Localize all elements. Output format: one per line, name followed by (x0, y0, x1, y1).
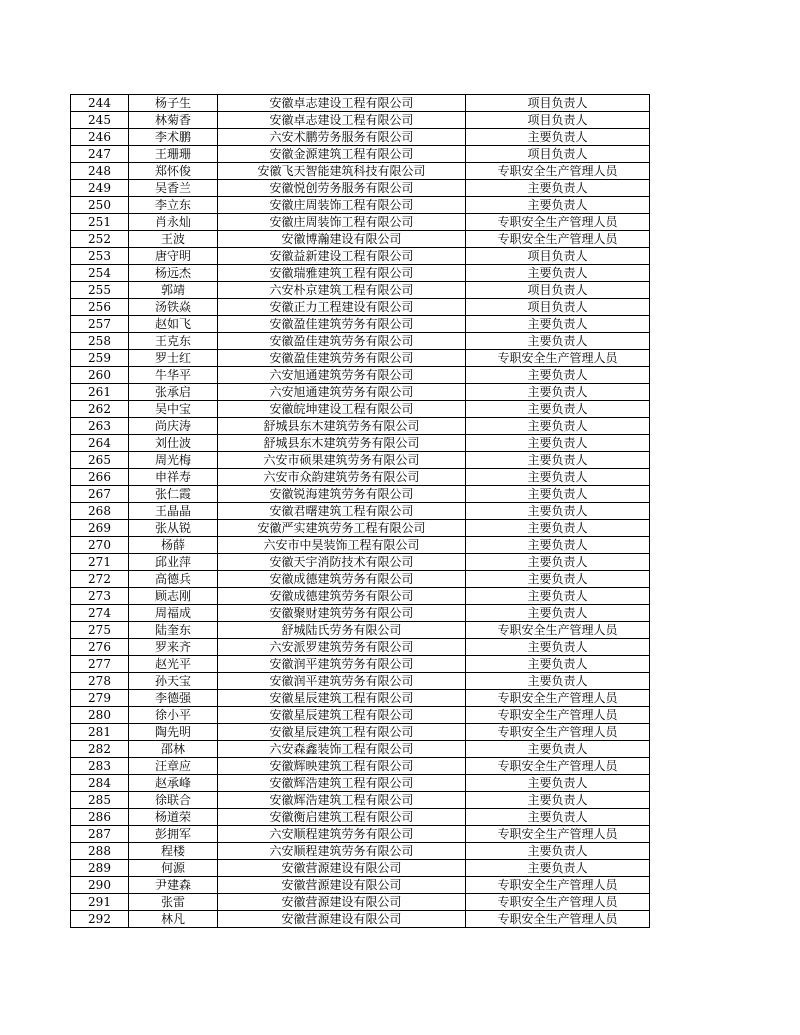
person-name: 郑怀俊 (129, 163, 218, 180)
row-number: 254 (71, 265, 129, 282)
company-name: 六安森鑫装饰工程有限公司 (218, 741, 466, 758)
row-number: 269 (71, 520, 129, 537)
row-number: 291 (71, 894, 129, 911)
row-number: 246 (71, 129, 129, 146)
person-name: 张承启 (129, 384, 218, 401)
table-row (71, 401, 650, 418)
row-number: 259 (71, 350, 129, 367)
table-row (71, 299, 650, 316)
company-name: 安徽皖坤建设工程有限公司 (218, 401, 466, 418)
table-row (71, 231, 650, 248)
table-body (71, 95, 650, 928)
personnel-table (70, 94, 650, 928)
company-name: 安徽博瀚建设有限公司 (218, 231, 466, 248)
role-title: 专职安全生产管理人员 (466, 911, 650, 928)
company-name: 六安市硕果建筑劳务有限公司 (218, 452, 466, 469)
company-name: 安徽悦创劳务服务有限公司 (218, 180, 466, 197)
role-title: 主要负责人 (466, 486, 650, 503)
company-name: 安徽庄周装饰工程有限公司 (218, 214, 466, 231)
row-number: 258 (71, 333, 129, 350)
company-name: 安徽辉浩建筑工程有限公司 (218, 792, 466, 809)
row-number: 284 (71, 775, 129, 792)
role-title: 主要负责人 (466, 537, 650, 554)
row-number: 273 (71, 588, 129, 605)
role-title: 主要负责人 (466, 656, 650, 673)
role-title: 主要负责人 (466, 316, 650, 333)
role-title: 主要负责人 (466, 469, 650, 486)
role-title: 专职安全生产管理人员 (466, 690, 650, 707)
person-name: 赵承峰 (129, 775, 218, 792)
company-name: 安徽营源建设有限公司 (218, 911, 466, 928)
company-name: 安徽聚财建筑劳务有限公司 (218, 605, 466, 622)
table-row (71, 469, 650, 486)
row-number: 249 (71, 180, 129, 197)
person-name: 程楼 (129, 843, 218, 860)
table-row (71, 724, 650, 741)
company-name: 安徽成德建筑劳务有限公司 (218, 571, 466, 588)
role-title: 主要负责人 (466, 452, 650, 469)
row-number: 267 (71, 486, 129, 503)
table-row (71, 333, 650, 350)
role-title: 专职安全生产管理人员 (466, 894, 650, 911)
person-name: 王波 (129, 231, 218, 248)
row-number: 281 (71, 724, 129, 741)
company-name: 安徽营源建设有限公司 (218, 860, 466, 877)
person-name: 张雷 (129, 894, 218, 911)
table-row (71, 112, 650, 129)
role-title: 专职安全生产管理人员 (466, 826, 650, 843)
role-title: 主要负责人 (466, 809, 650, 826)
person-name: 高德兵 (129, 571, 218, 588)
table-row (71, 792, 650, 809)
table-row (71, 95, 650, 112)
row-number: 257 (71, 316, 129, 333)
row-number: 276 (71, 639, 129, 656)
row-number: 275 (71, 622, 129, 639)
company-name: 安徽星辰建筑工程有限公司 (218, 690, 466, 707)
role-title: 项目负责人 (466, 112, 650, 129)
role-title: 主要负责人 (466, 673, 650, 690)
table-row (71, 639, 650, 656)
company-name: 安徽严实建筑劳务工程有限公司 (218, 520, 466, 537)
person-name: 汤铁焱 (129, 299, 218, 316)
person-name: 李术鹏 (129, 129, 218, 146)
role-title: 主要负责人 (466, 503, 650, 520)
company-name: 安徽锐海建筑劳务有限公司 (218, 486, 466, 503)
person-name: 顾志刚 (129, 588, 218, 605)
table-row (71, 265, 650, 282)
person-name: 尹建森 (129, 877, 218, 894)
row-number: 271 (71, 554, 129, 571)
role-title: 主要负责人 (466, 418, 650, 435)
row-number: 289 (71, 860, 129, 877)
person-name: 周光梅 (129, 452, 218, 469)
role-title: 专职安全生产管理人员 (466, 758, 650, 775)
role-title: 主要负责人 (466, 843, 650, 860)
table-row (71, 571, 650, 588)
person-name: 吴香兰 (129, 180, 218, 197)
role-title: 主要负责人 (466, 333, 650, 350)
table-row (71, 605, 650, 622)
person-name: 王晶晶 (129, 503, 218, 520)
company-name: 安徽金源建筑工程有限公司 (218, 146, 466, 163)
person-name: 赵光平 (129, 656, 218, 673)
person-name: 林凡 (129, 911, 218, 928)
role-title: 主要负责人 (466, 605, 650, 622)
row-number: 272 (71, 571, 129, 588)
company-name: 安徽天宇消防技术有限公司 (218, 554, 466, 571)
table-row (71, 843, 650, 860)
table-row (71, 163, 650, 180)
role-title: 主要负责人 (466, 367, 650, 384)
row-number: 264 (71, 435, 129, 452)
company-name: 安徽润平建筑劳务有限公司 (218, 673, 466, 690)
row-number: 292 (71, 911, 129, 928)
table-row (71, 129, 650, 146)
company-name: 六安派罗建筑劳务有限公司 (218, 639, 466, 656)
row-number: 262 (71, 401, 129, 418)
company-name: 安徽君曙建筑工程有限公司 (218, 503, 466, 520)
company-name: 六安旭通建筑劳务有限公司 (218, 384, 466, 401)
company-name: 安徽星辰建筑工程有限公司 (218, 724, 466, 741)
table-row (71, 316, 650, 333)
role-title: 主要负责人 (466, 180, 650, 197)
company-name: 安徽卓志建设工程有限公司 (218, 112, 466, 129)
company-name: 安徽瑞雅建筑工程有限公司 (218, 265, 466, 282)
person-name: 罗来齐 (129, 639, 218, 656)
table-row (71, 775, 650, 792)
company-name: 安徽营源建设有限公司 (218, 894, 466, 911)
person-name: 张仁霞 (129, 486, 218, 503)
company-name: 六安市中昊装饰工程有限公司 (218, 537, 466, 554)
table-row (71, 503, 650, 520)
role-title: 主要负责人 (466, 639, 650, 656)
row-number: 280 (71, 707, 129, 724)
company-name: 安徽盈佳建筑劳务有限公司 (218, 350, 466, 367)
row-number: 274 (71, 605, 129, 622)
role-title: 项目负责人 (466, 299, 650, 316)
row-number: 266 (71, 469, 129, 486)
row-number: 245 (71, 112, 129, 129)
table-row (71, 758, 650, 775)
row-number: 260 (71, 367, 129, 384)
table-row (71, 248, 650, 265)
table-row (71, 588, 650, 605)
table-row (71, 707, 650, 724)
table-row (71, 197, 650, 214)
row-number: 256 (71, 299, 129, 316)
row-number: 263 (71, 418, 129, 435)
row-number: 251 (71, 214, 129, 231)
role-title: 主要负责人 (466, 860, 650, 877)
role-title: 项目负责人 (466, 146, 650, 163)
person-name: 汪章应 (129, 758, 218, 775)
row-number: 244 (71, 95, 129, 112)
row-number: 248 (71, 163, 129, 180)
table-row (71, 537, 650, 554)
company-name: 安徽衡启建筑工程有限公司 (218, 809, 466, 826)
person-name: 吴中宝 (129, 401, 218, 418)
role-title: 专职安全生产管理人员 (466, 622, 650, 639)
row-number: 279 (71, 690, 129, 707)
table-row (71, 350, 650, 367)
person-name: 杨道荣 (129, 809, 218, 826)
row-number: 278 (71, 673, 129, 690)
company-name: 舒城县东木建筑劳务有限公司 (218, 418, 466, 435)
company-name: 六安顺程建筑劳务有限公司 (218, 826, 466, 843)
company-name: 六安术鹏劳务服务有限公司 (218, 129, 466, 146)
table-row (71, 554, 650, 571)
person-name: 何源 (129, 860, 218, 877)
role-title: 专职安全生产管理人员 (466, 724, 650, 741)
person-name: 陶先明 (129, 724, 218, 741)
table-row (71, 741, 650, 758)
person-name: 杨薛 (129, 537, 218, 554)
role-title: 专职安全生产管理人员 (466, 707, 650, 724)
table-row (71, 911, 650, 928)
table-row (71, 214, 650, 231)
row-number: 288 (71, 843, 129, 860)
role-title: 项目负责人 (466, 95, 650, 112)
table-row (71, 690, 650, 707)
company-name: 安徽辉浩建筑工程有限公司 (218, 775, 466, 792)
company-name: 安徽卓志建设工程有限公司 (218, 95, 466, 112)
company-name: 安徽星辰建筑工程有限公司 (218, 707, 466, 724)
person-name: 王珊珊 (129, 146, 218, 163)
company-name: 六安朴京建筑工程有限公司 (218, 282, 466, 299)
role-title: 主要负责人 (466, 571, 650, 588)
person-name: 李德强 (129, 690, 218, 707)
person-name: 郭靖 (129, 282, 218, 299)
role-title: 专职安全生产管理人员 (466, 163, 650, 180)
company-name: 安徽辉映建筑工程有限公司 (218, 758, 466, 775)
company-name: 安徽润平建筑劳务有限公司 (218, 656, 466, 673)
person-name: 邱业萍 (129, 554, 218, 571)
person-name: 唐守明 (129, 248, 218, 265)
role-title: 主要负责人 (466, 554, 650, 571)
table-row (71, 418, 650, 435)
person-name: 杨远杰 (129, 265, 218, 282)
row-number: 285 (71, 792, 129, 809)
role-title: 主要负责人 (466, 401, 650, 418)
person-name: 刘仕波 (129, 435, 218, 452)
row-number: 283 (71, 758, 129, 775)
row-number: 282 (71, 741, 129, 758)
person-name: 申祥寿 (129, 469, 218, 486)
table-row (71, 282, 650, 299)
table-row (71, 146, 650, 163)
person-name: 杨子生 (129, 95, 218, 112)
person-name: 张从锐 (129, 520, 218, 537)
person-name: 周福成 (129, 605, 218, 622)
person-name: 牛华平 (129, 367, 218, 384)
table-row (71, 809, 650, 826)
company-name: 六安市众韵建筑劳务有限公司 (218, 469, 466, 486)
table-row (71, 877, 650, 894)
role-title: 主要负责人 (466, 265, 650, 282)
role-title: 专职安全生产管理人员 (466, 231, 650, 248)
row-number: 247 (71, 146, 129, 163)
row-number: 250 (71, 197, 129, 214)
company-name: 舒城县东木建筑劳务有限公司 (218, 435, 466, 452)
table-row (71, 520, 650, 537)
table-row (71, 656, 650, 673)
table-row (71, 486, 650, 503)
row-number: 265 (71, 452, 129, 469)
person-name: 罗士红 (129, 350, 218, 367)
row-number: 252 (71, 231, 129, 248)
person-name: 林菊香 (129, 112, 218, 129)
role-title: 专职安全生产管理人员 (466, 877, 650, 894)
role-title: 主要负责人 (466, 435, 650, 452)
table-row (71, 435, 650, 452)
company-name: 安徽营源建设有限公司 (218, 877, 466, 894)
person-name: 赵如飞 (129, 316, 218, 333)
role-title: 主要负责人 (466, 588, 650, 605)
role-title: 主要负责人 (466, 129, 650, 146)
company-name: 舒城陆氏劳务有限公司 (218, 622, 466, 639)
person-name: 王克东 (129, 333, 218, 350)
person-name: 徐小平 (129, 707, 218, 724)
table-row (71, 384, 650, 401)
role-title: 专职安全生产管理人员 (466, 350, 650, 367)
person-name: 孙天宝 (129, 673, 218, 690)
company-name: 六安旭通建筑劳务有限公司 (218, 367, 466, 384)
company-name: 安徽盈佳建筑劳务有限公司 (218, 333, 466, 350)
person-name: 肖永灿 (129, 214, 218, 231)
person-name: 尚庆涛 (129, 418, 218, 435)
row-number: 261 (71, 384, 129, 401)
role-title: 主要负责人 (466, 384, 650, 401)
row-number: 270 (71, 537, 129, 554)
company-name: 安徽庄周装饰工程有限公司 (218, 197, 466, 214)
company-name: 安徽盈佳建筑劳务有限公司 (218, 316, 466, 333)
row-number: 255 (71, 282, 129, 299)
table-row (71, 894, 650, 911)
role-title: 项目负责人 (466, 282, 650, 299)
role-title: 主要负责人 (466, 775, 650, 792)
company-name: 六安顺程建筑劳务有限公司 (218, 843, 466, 860)
company-name: 安徽飞天智能建筑科技有限公司 (218, 163, 466, 180)
company-name: 安徽正力工程建设有限公司 (218, 299, 466, 316)
table-row (71, 860, 650, 877)
row-number: 286 (71, 809, 129, 826)
table-row (71, 673, 650, 690)
role-title: 主要负责人 (466, 520, 650, 537)
table-row (71, 826, 650, 843)
table-row (71, 622, 650, 639)
row-number: 253 (71, 248, 129, 265)
role-title: 主要负责人 (466, 197, 650, 214)
role-title: 项目负责人 (466, 248, 650, 265)
person-name: 邵林 (129, 741, 218, 758)
table-row (71, 180, 650, 197)
role-title: 主要负责人 (466, 792, 650, 809)
role-title: 主要负责人 (466, 741, 650, 758)
person-name: 彭拥军 (129, 826, 218, 843)
row-number: 268 (71, 503, 129, 520)
row-number: 290 (71, 877, 129, 894)
row-number: 287 (71, 826, 129, 843)
table-row (71, 367, 650, 384)
table-row (71, 452, 650, 469)
person-name: 李立东 (129, 197, 218, 214)
row-number: 277 (71, 656, 129, 673)
person-name: 陆奎东 (129, 622, 218, 639)
company-name: 安徽益新建设工程有限公司 (218, 248, 466, 265)
company-name: 安徽成德建筑劳务有限公司 (218, 588, 466, 605)
person-name: 徐联合 (129, 792, 218, 809)
role-title: 专职安全生产管理人员 (466, 214, 650, 231)
